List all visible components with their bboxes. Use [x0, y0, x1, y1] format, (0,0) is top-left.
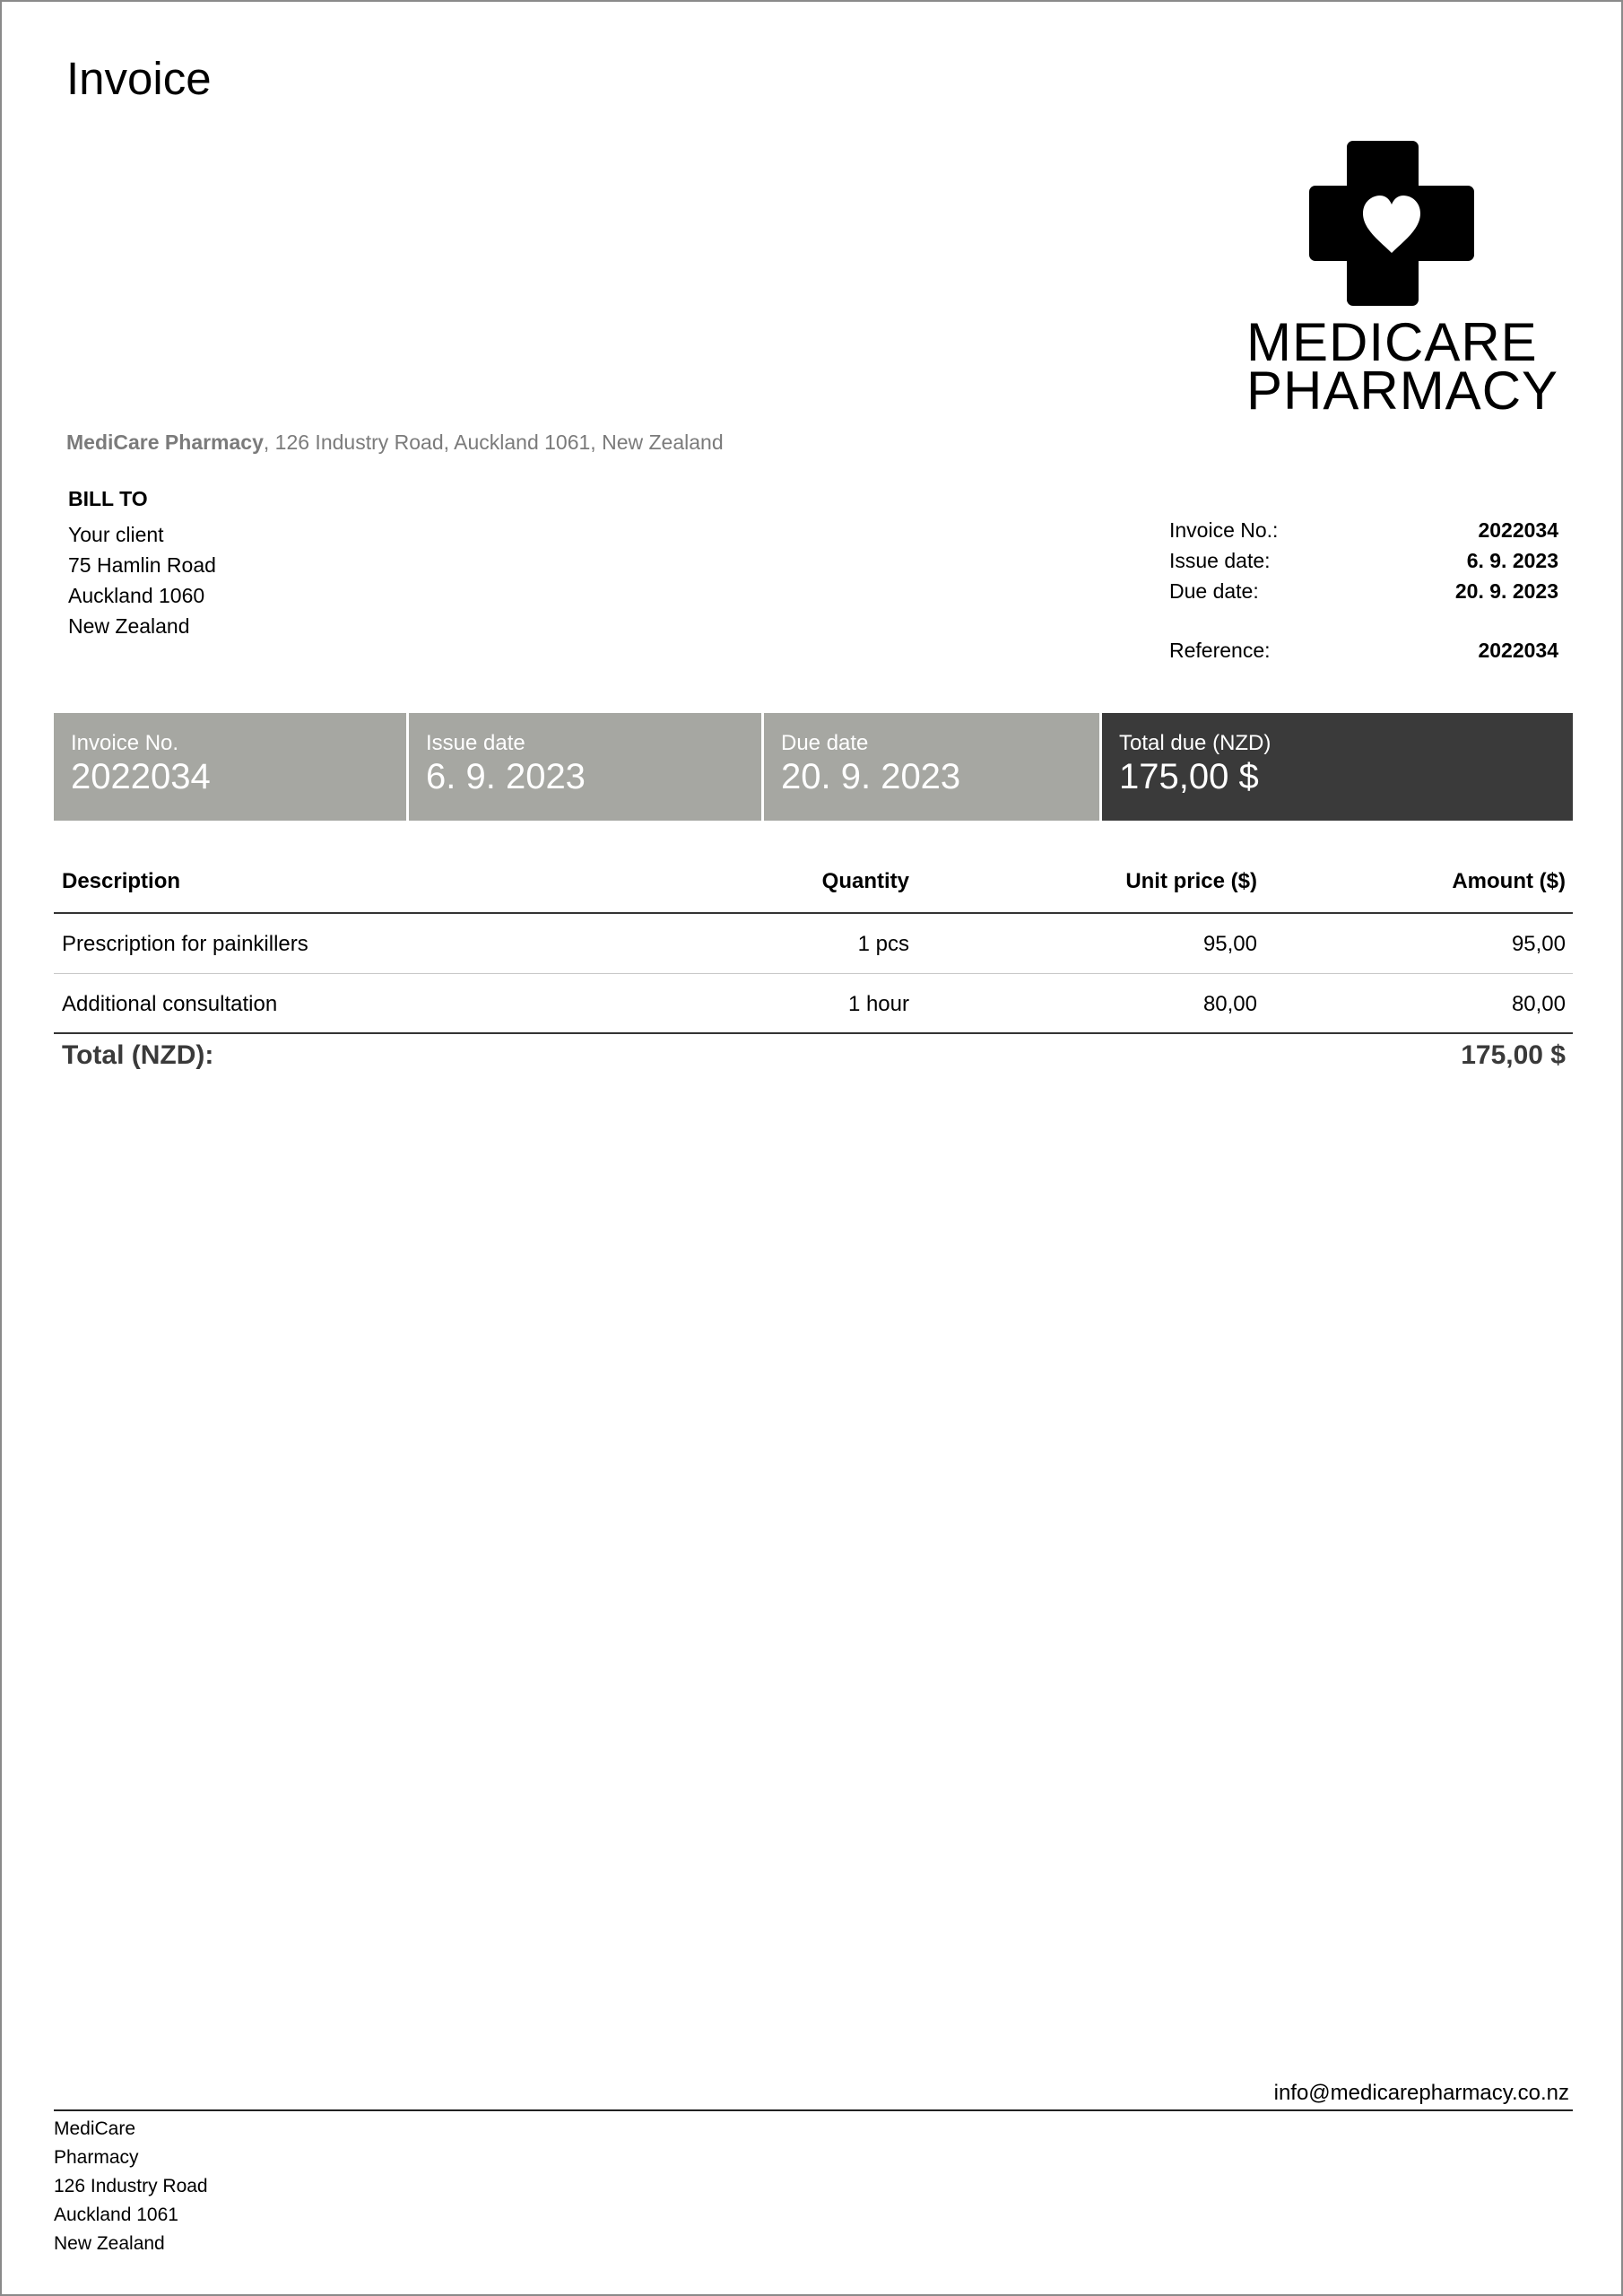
meta-due-date	[1169, 576, 1558, 606]
item-description: Prescription for painkillers	[62, 932, 308, 956]
bill-to-line: 75 Hamlin Road	[68, 553, 216, 577]
summary-value: 6. 9. 2023	[426, 757, 586, 796]
seller-address: , 126 Industry Road, Auckland 1061, New Zealand	[263, 430, 724, 454]
bill-to-line: New Zealand	[68, 614, 190, 638]
item-amount: 95,00	[1511, 932, 1566, 956]
meta-value: 2022034	[1478, 639, 1558, 662]
invoice-meta	[1169, 515, 1558, 665]
bill-to-address	[68, 519, 216, 641]
footer-address	[54, 2115, 208, 2258]
item-quantity: 1 pcs	[857, 932, 909, 956]
summary-bar	[54, 713, 1573, 821]
summary-due-date	[764, 713, 1102, 821]
footer-email: info@medicarepharmacy.co.nz	[1273, 2081, 1569, 2105]
meta-label: Issue date:	[1169, 549, 1271, 572]
total-label: Total (NZD):	[62, 1040, 214, 1070]
total-row	[54, 1034, 1573, 1079]
summary-invoice-no	[54, 713, 409, 821]
footer-divider	[54, 2109, 1573, 2111]
bill-to-heading: BILL TO	[68, 487, 148, 510]
summary-value: 2022034	[71, 757, 211, 796]
meta-reference	[1169, 635, 1558, 665]
logo-text-line2: PHARMACY	[1246, 361, 1559, 421]
header-unit-price: Unit price ($)	[1125, 869, 1257, 893]
footer-address-line: New Zealand	[54, 2233, 165, 2254]
cross-heart-icon	[1246, 136, 1533, 307]
table-header-row	[54, 854, 1573, 914]
meta-label: Due date:	[1169, 579, 1259, 603]
summary-label: Total due (NZD)	[1119, 731, 1271, 755]
meta-label: Invoice No.:	[1169, 518, 1279, 542]
bill-to-line: Your client	[68, 523, 164, 546]
seller-address-line	[66, 430, 724, 455]
meta-value: 20. 9. 2023	[1454, 579, 1558, 603]
footer-address-line: Pharmacy	[54, 2147, 139, 2168]
item-unit-price: 80,00	[1202, 992, 1257, 1016]
header-quantity: Quantity	[821, 869, 909, 893]
summary-value: 20. 9. 2023	[781, 757, 961, 796]
summary-label: Due date	[781, 731, 869, 755]
meta-label: Reference:	[1169, 639, 1271, 662]
summary-total-due	[1102, 713, 1573, 821]
line-items-table	[54, 854, 1573, 1079]
logo-text-line1: MEDICARE	[1246, 312, 1538, 372]
item-description: Additional consultation	[62, 992, 278, 1016]
footer-address-line: 126 Industry Road	[54, 2176, 208, 2196]
item-quantity: 1 hour	[847, 992, 909, 1016]
meta-issue-date	[1169, 545, 1558, 576]
meta-invoice-no	[1169, 515, 1558, 545]
total-value: 175,00 $	[1461, 1040, 1566, 1070]
meta-value: 6. 9. 2023	[1466, 549, 1558, 572]
table-row	[54, 914, 1573, 974]
bill-to-line: Auckland 1060	[68, 584, 205, 607]
company-logo	[1246, 136, 1559, 421]
footer-address-line: Auckland 1061	[54, 2205, 178, 2225]
summary-label: Issue date	[426, 731, 525, 755]
meta-value: 2022034	[1478, 518, 1558, 542]
summary-label: Invoice No.	[71, 731, 179, 755]
footer-address-line: MediCare	[54, 2118, 136, 2139]
item-unit-price: 95,00	[1202, 932, 1257, 956]
table-row	[54, 974, 1573, 1034]
header-amount: Amount ($)	[1452, 869, 1566, 893]
document-title: Invoice	[66, 53, 212, 104]
summary-value: 175,00 $	[1119, 757, 1259, 796]
header-description: Description	[62, 869, 181, 893]
seller-name: MediCare Pharmacy	[66, 430, 264, 454]
item-amount: 80,00	[1511, 992, 1566, 1016]
summary-issue-date	[409, 713, 764, 821]
